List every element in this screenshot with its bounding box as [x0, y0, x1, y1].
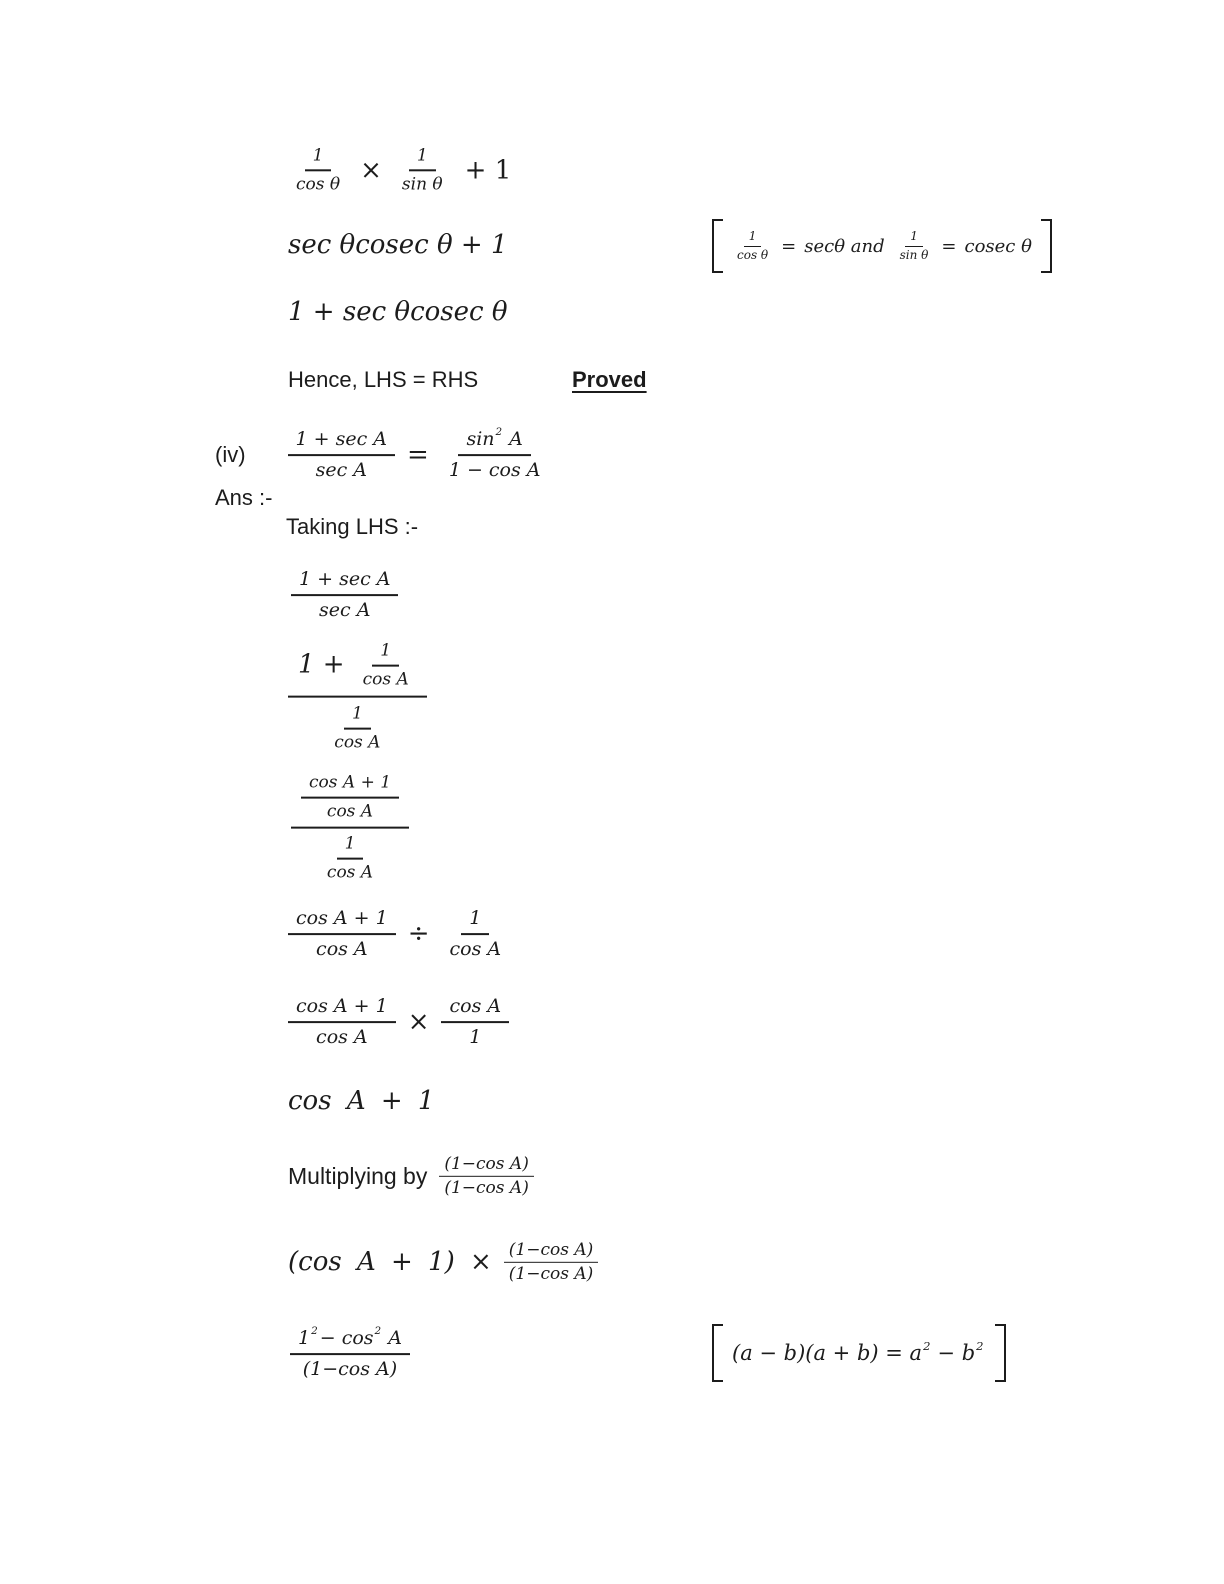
- equation-text: 1 + sec θcosec θ: [288, 297, 508, 327]
- equation-text: cos A + 1: [288, 1086, 435, 1116]
- division-operator: ÷: [407, 919, 430, 949]
- step-4: [288, 907, 509, 961]
- step-sec-cosec: [288, 230, 508, 260]
- hence-text: Hence, LHS = RHS: [288, 367, 479, 392]
- taking-lhs-text: Taking LHS :-: [286, 514, 419, 539]
- fraction-numerator: 1: [905, 230, 923, 246]
- step-6: [288, 1086, 434, 1116]
- fraction-numerator: 1 + sec A: [288, 428, 395, 456]
- fraction-numerator: cos A + 1: [288, 907, 396, 935]
- compound-numerator: [291, 771, 409, 829]
- taking-lhs-label: [286, 514, 418, 540]
- hence-statement: [288, 367, 478, 393]
- fraction-numerator: 1: [744, 230, 762, 246]
- cos-plus-one-term: (cos A + 1) ×: [288, 1247, 492, 1277]
- fraction-denominator: cos A: [316, 938, 368, 960]
- superscript-2: 2: [495, 426, 503, 439]
- fraction-numerator: cos A + 1: [288, 995, 396, 1023]
- proved-label: [572, 367, 647, 393]
- superscript-2: 2: [923, 1338, 931, 1353]
- question-equation: [288, 428, 549, 482]
- minus-cos-term: − cos: [319, 1327, 374, 1350]
- sin-term: sin: [466, 428, 495, 451]
- fraction: [394, 145, 451, 194]
- superscript-2: 2: [311, 1325, 318, 1338]
- equals-sign: =: [781, 235, 797, 257]
- right-bracket: [1041, 219, 1052, 273]
- fraction: [288, 907, 396, 961]
- fraction-numerator: cos A: [441, 995, 509, 1023]
- fraction: [504, 1241, 599, 1283]
- step-7: [288, 1155, 534, 1197]
- step-9: [290, 1327, 410, 1381]
- compound-fraction: [291, 771, 409, 886]
- fraction-denominator: cos A: [326, 801, 374, 822]
- fraction-denominator: (1−cos A): [444, 1177, 529, 1198]
- fraction-denominator: 1: [469, 1026, 482, 1048]
- question-iv: [215, 428, 549, 482]
- fraction-denominator: sec A: [315, 459, 367, 481]
- identity-body: (a − b)(a + b) = a: [732, 1341, 923, 1365]
- step-product-of-fractions: [288, 145, 511, 194]
- note-text: cosec θ: [964, 235, 1032, 257]
- left-bracket: [712, 1324, 723, 1382]
- step-5: [288, 995, 509, 1049]
- fraction: [441, 428, 549, 482]
- fraction-denominator: (1−cos A): [508, 1263, 594, 1284]
- fraction: [301, 773, 399, 822]
- superscript-2: 2: [374, 1325, 382, 1338]
- minus-b-term: − b: [937, 1341, 976, 1365]
- fraction-denominator: sin θ: [401, 174, 443, 194]
- equals-sign: =: [407, 440, 429, 470]
- fraction-numerator: 1: [305, 145, 332, 171]
- fraction: [290, 1327, 410, 1381]
- compound-fraction: [288, 639, 427, 756]
- identity-side-note: [712, 219, 1052, 273]
- fraction-denominator: 1 − cos A: [448, 459, 541, 481]
- fraction: [291, 568, 398, 622]
- step-3: [291, 771, 409, 886]
- fraction-numerator: 1: [461, 907, 489, 935]
- fraction-denominator: sin θ: [899, 247, 929, 262]
- superscript-2: 2: [976, 1338, 984, 1353]
- equation-text: sec θcosec θ + 1: [288, 230, 508, 260]
- fraction-denominator: cos A: [316, 1026, 368, 1048]
- fraction-numerator: 1: [409, 145, 436, 171]
- proved-text: Proved: [572, 367, 647, 392]
- step-1: [291, 568, 398, 622]
- fraction-denominator: cos A: [362, 669, 409, 690]
- fraction-numerator: (1−cos A): [504, 1241, 599, 1263]
- fraction: [355, 641, 417, 690]
- fraction: [319, 834, 381, 883]
- one-term: 1: [298, 1327, 311, 1350]
- compound-denominator: [316, 698, 398, 755]
- one-plus-term: 1 +: [298, 650, 345, 681]
- variable-A: A: [509, 428, 523, 451]
- plus-one-term: + 1: [464, 155, 512, 185]
- fraction-numerator: 1: [344, 704, 371, 730]
- algebra-identity-note: [712, 1324, 1006, 1382]
- fraction-denominator: sec A: [319, 599, 371, 621]
- fraction-denominator: cos A: [326, 862, 374, 883]
- fraction: [288, 428, 395, 482]
- fraction-denominator: cos A: [334, 732, 381, 753]
- fraction-numerator: 1: [372, 641, 399, 667]
- note-text: secθ and: [804, 235, 885, 257]
- variable-A: A: [388, 1327, 402, 1350]
- fraction-denominator: cos A: [449, 938, 502, 960]
- equals-sign: =: [941, 235, 957, 257]
- fraction: [441, 995, 509, 1049]
- step-2: [288, 639, 427, 756]
- fraction-numerator: [290, 1327, 410, 1355]
- answer-label: [215, 485, 272, 511]
- right-bracket: [995, 1324, 1006, 1382]
- compound-denominator: [309, 829, 391, 885]
- fraction-denominator: (1−cos A): [302, 1358, 398, 1380]
- fraction-numerator: 1 + sec A: [291, 568, 398, 596]
- fraction: [441, 907, 509, 961]
- fraction-denominator: cos θ: [737, 247, 769, 262]
- step-one-plus-sec-cosec: [288, 297, 508, 327]
- fraction: [326, 704, 388, 753]
- multiplying-by-label: Multiplying by: [288, 1162, 428, 1189]
- left-bracket: [712, 219, 723, 273]
- compound-numerator: [288, 639, 427, 698]
- fraction: [439, 1155, 534, 1197]
- question-number: (iv): [215, 442, 246, 467]
- step-8: [288, 1241, 598, 1283]
- fraction-numerator: cos A + 1: [301, 773, 399, 799]
- fraction: [288, 145, 348, 194]
- fraction: [895, 230, 934, 261]
- fraction-denominator: cos θ: [296, 174, 341, 194]
- answer-text: Ans :-: [215, 485, 273, 510]
- fraction: [288, 995, 396, 1049]
- fraction: [732, 230, 773, 261]
- fraction-numerator: (1−cos A): [439, 1155, 534, 1177]
- times-operator: ×: [360, 155, 382, 185]
- times-operator: ×: [407, 1007, 430, 1037]
- fraction-numerator: 1: [337, 834, 364, 860]
- fraction-numerator: [458, 428, 530, 456]
